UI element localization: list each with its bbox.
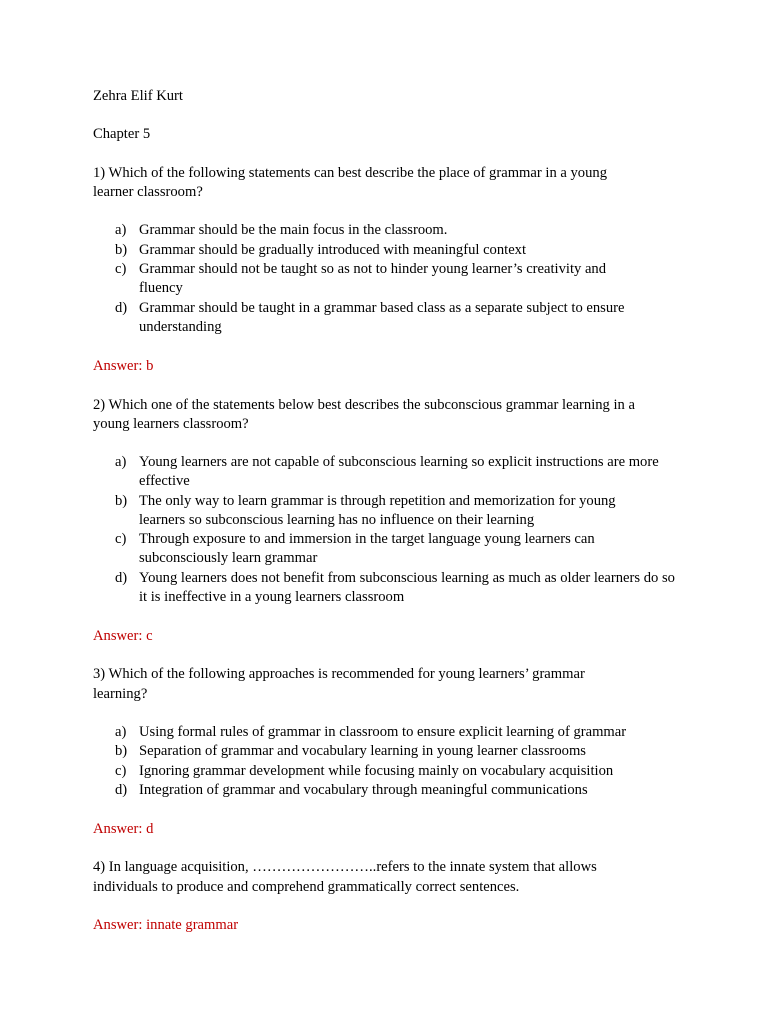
question-text-line: young learners classroom? (93, 416, 249, 432)
question-text-line: 4) In language acquisition, ……………………..refers to the innate system that allows (93, 859, 597, 875)
option-letter: c) (115, 531, 127, 547)
question-text-line: learner classroom? (93, 184, 203, 200)
option-text: Grammar should not be taught so as not to hinder young learner’s creativity and fluency (139, 261, 607, 297)
question-text-line: 2) Which one of the statements below best describes the subconscious grammar learning in a (93, 397, 635, 413)
option-text: Young learners does not benefit from subconscious learning as much as older learners do so it is ineffective in a young learners classroom (139, 570, 675, 606)
answer-label: Answer: b (93, 358, 154, 374)
option-text: Integration of grammar and vocabulary through meaningful communications (139, 782, 588, 798)
option-letter: b) (115, 242, 128, 258)
option-text: The only way to learn grammar is through repetition and memorization for young learners so subconscious learning has no influence on their learning (139, 493, 616, 529)
option-text: Grammar should be gradually introduced with meaningful context (139, 242, 527, 258)
option-letter: b) (115, 743, 128, 759)
option-text: Ignoring grammar development while focusing mainly on vocabulary acquisition (139, 763, 614, 779)
chapter-heading: Chapter 5 (93, 126, 151, 142)
answer-label: Answer: c (93, 628, 153, 644)
answer-label: Answer: innate grammar (93, 917, 239, 933)
option-letter: d) (115, 782, 128, 798)
option-letter: a) (115, 454, 127, 470)
option-text: Separation of grammar and vocabulary learning in young learner classrooms (139, 743, 586, 759)
question-text-line: learning? (93, 686, 148, 702)
option-letter: a) (115, 724, 127, 740)
answer-label: Answer: d (93, 821, 154, 837)
option-text: Grammar should be the main focus in the classroom. (139, 222, 448, 238)
author-name: Zehra Elif Kurt (93, 88, 183, 104)
option-letter: d) (115, 570, 128, 586)
option-text: Using formal rules of grammar in classroom to ensure explicit learning of grammar (139, 724, 627, 740)
question-text-line: 1) Which of the following statements can best describe the place of grammar in a young (93, 165, 607, 181)
option-text: Young learners are not capable of subconscious learning so explicit instructions are more effective (139, 454, 659, 490)
option-text: Grammar should be taught in a grammar based class as a separate subject to ensure understanding (139, 300, 625, 336)
question-text-line: individuals to produce and comprehend grammatically correct sentences. (93, 879, 520, 895)
option-letter: b) (115, 493, 128, 509)
option-letter: d) (115, 300, 128, 316)
option-letter: c) (115, 261, 127, 277)
question-text-line: 3) Which of the following approaches is recommended for young learners’ grammar (93, 666, 585, 682)
option-letter: c) (115, 763, 127, 779)
option-letter: a) (115, 222, 127, 238)
option-text: Through exposure to and immersion in the target language young learners can subconsciously learn grammar (139, 531, 595, 567)
